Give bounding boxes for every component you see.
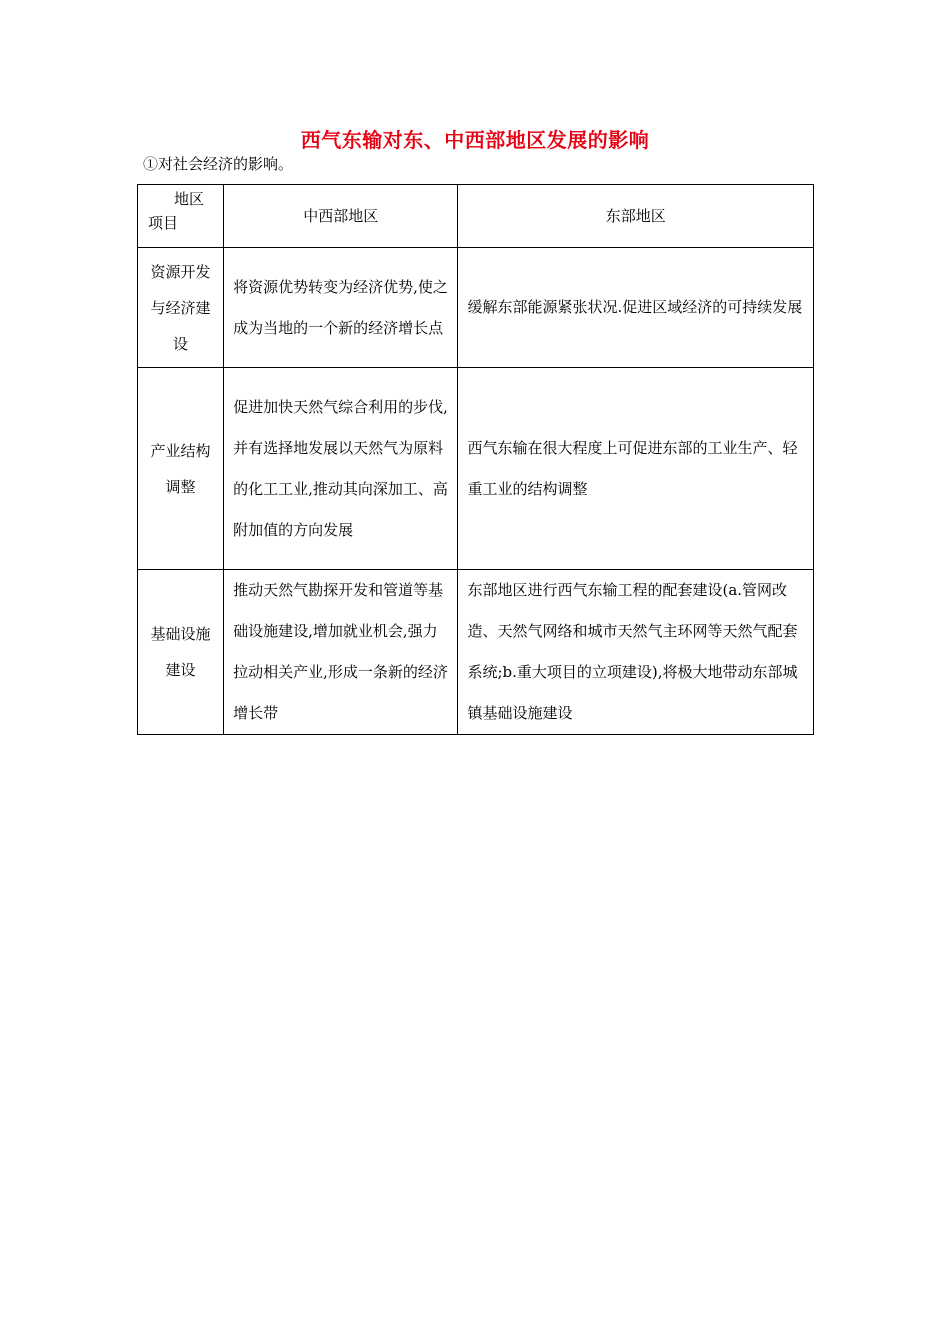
header-central-west: 中西部地区 <box>224 185 458 248</box>
row-central-west-cell: 推动天然气勘探开发和管道等基础设施建设,增加就业机会,强力拉动相关产业,形成一条新的经济增长带 <box>224 570 458 735</box>
row-east-cell: 缓解东部能源紧张状况.促进区域经济的可持续发展 <box>458 248 814 368</box>
table-row <box>138 248 814 368</box>
row-item-cell: 资源开发与经济建设 <box>138 248 224 368</box>
header-diagonal-cell <box>138 185 224 248</box>
row-east-cell: 东部地区进行西气东输工程的配套建设(a.管网改造、天然气网络和城市天然气主环网等天然气配套系统;b.重大项目的立项建设),将极大地带动东部城镇基础设施建设 <box>458 570 814 735</box>
row-central-west-cell: 促进加快天然气综合利用的步伐,并有选择地发展以天然气为原料的化工工业,推动其向深加工、高附加值的方向发展 <box>224 368 458 570</box>
table-row <box>138 368 814 570</box>
table-row <box>138 570 814 735</box>
document-title: 西气东输对东、中西部地区发展的影响 <box>300 128 650 152</box>
row-item-cell: 基础设施建设 <box>138 570 224 735</box>
header-item-label: 项目 <box>148 214 179 232</box>
row-east-cell: 西气东输在很大程度上可促进东部的工业生产、轻重工业的结构调整 <box>458 368 814 570</box>
header-east: 东部地区 <box>458 185 814 248</box>
header-region-label: 地区 <box>174 190 205 208</box>
table-header-row <box>138 185 814 248</box>
row-central-west-cell: 将资源优势转变为经济优势,使之成为当地的一个新的经济增长点 <box>224 248 458 368</box>
row-item-cell: 产业结构调整 <box>138 368 224 570</box>
section-subtitle: ①对社会经济的影响。 <box>143 155 294 173</box>
impact-table <box>137 184 814 735</box>
